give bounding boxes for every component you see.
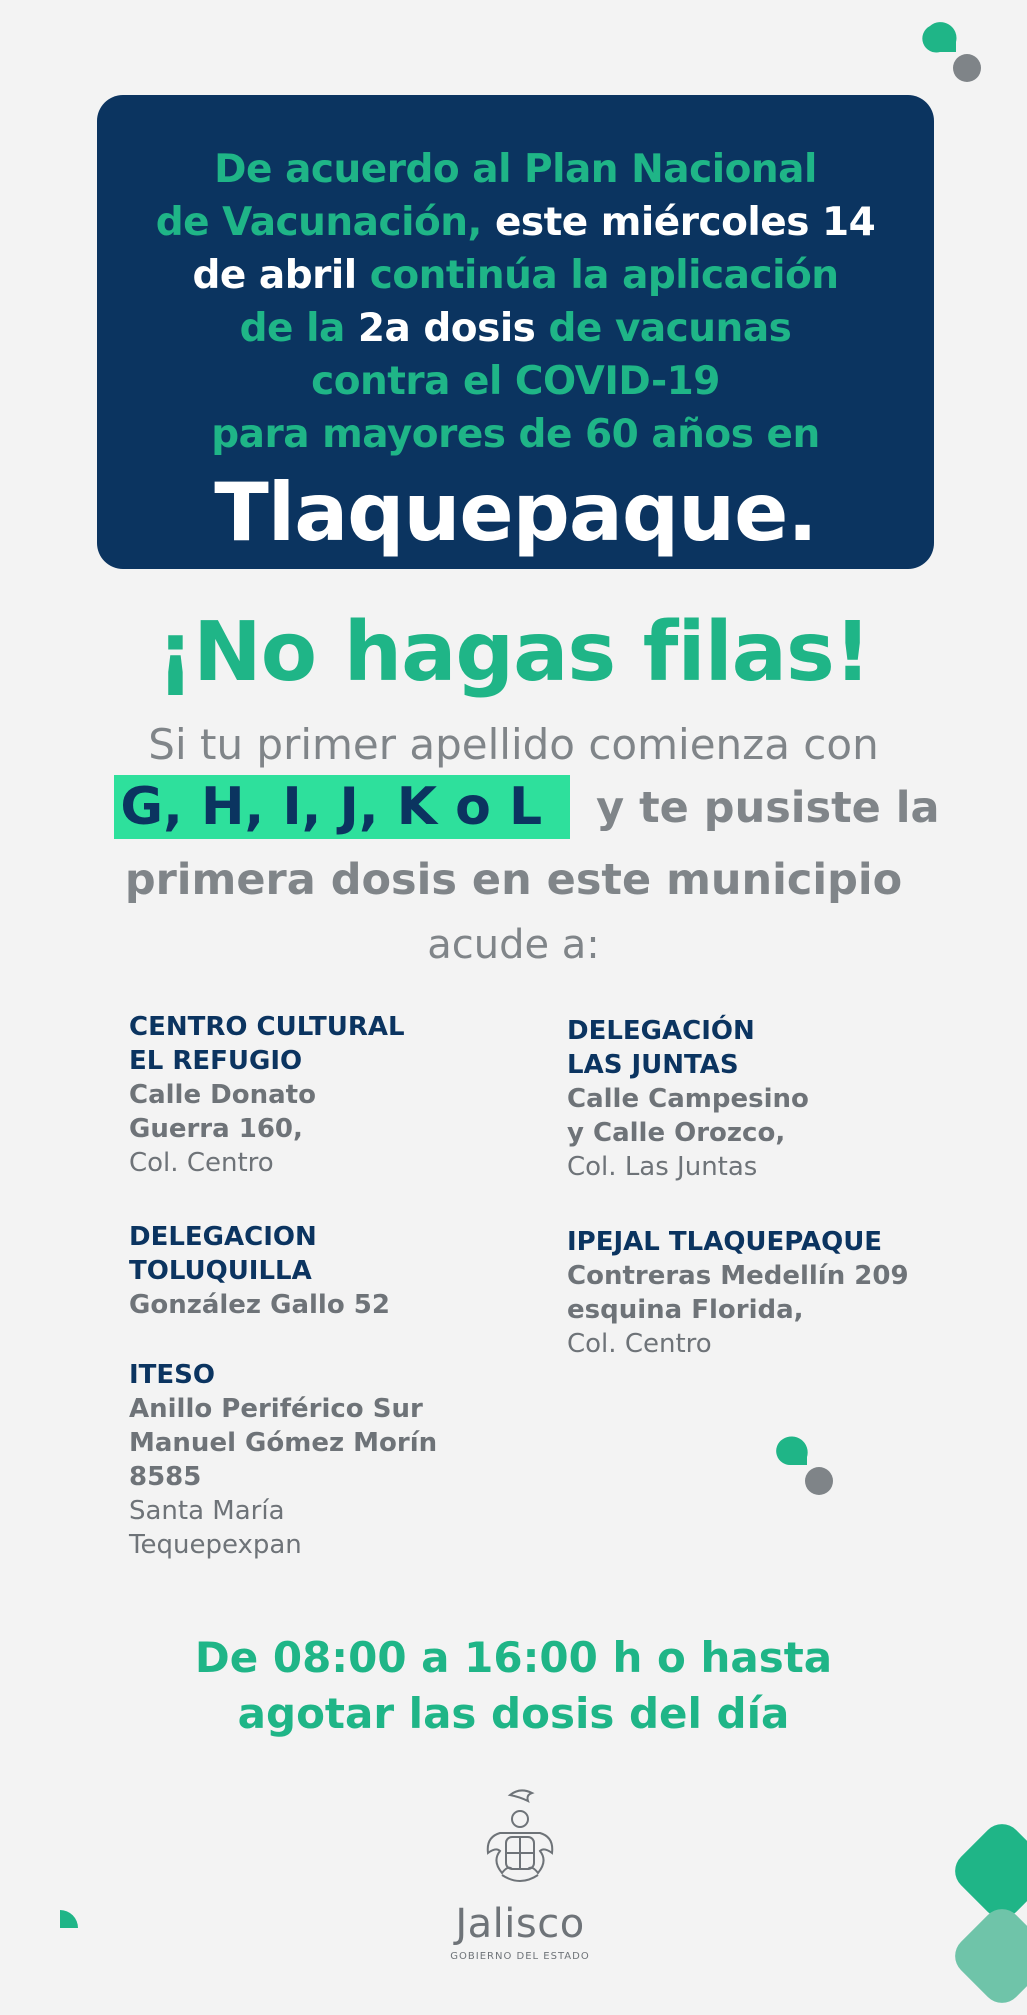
hero-dose-text: 2a dosis bbox=[357, 306, 536, 351]
hero-line-4 bbox=[97, 302, 934, 355]
logo-wordmark: Jalisco bbox=[455, 1901, 585, 1947]
decorative-dots-top bbox=[920, 22, 990, 92]
jalisco-logo bbox=[430, 1785, 610, 1962]
hero-date-text: este miércoles 14 bbox=[494, 200, 876, 245]
site-iteso bbox=[129, 1358, 437, 1562]
site-centro-cultural bbox=[129, 1010, 405, 1180]
headline: ¡No hagas filas! bbox=[156, 605, 871, 700]
site-colony: Col. Centro bbox=[129, 1148, 274, 1178]
site-ipejal bbox=[567, 1225, 909, 1361]
site-colony: Col. Las Juntas bbox=[567, 1152, 758, 1182]
site-address: Calle Donato bbox=[129, 1080, 316, 1110]
hero-line-6: para mayores de 60 años en bbox=[211, 412, 820, 457]
hero-vaccines-text: vacunas bbox=[614, 306, 792, 351]
hours-text bbox=[0, 1630, 1027, 1742]
logo-subtitle: GOBIERNO DEL ESTADO bbox=[450, 1951, 590, 1962]
site-name: LAS JUNTAS bbox=[567, 1050, 739, 1080]
intro-line-1: Si tu primer apellido comienza con bbox=[148, 720, 879, 769]
decorative-leaf-bottom-left bbox=[58, 1908, 82, 1932]
intro-line-2-rest: y te pusiste la bbox=[596, 783, 940, 833]
site-name: ITESO bbox=[129, 1360, 215, 1390]
site-address: Manuel Gómez Morín bbox=[129, 1428, 438, 1458]
decorative-dots-middle bbox=[775, 1435, 845, 1505]
site-address: esquina Florida, bbox=[567, 1295, 804, 1325]
hero-city: Tlaquepaque. bbox=[214, 466, 817, 559]
site-colony: Col. Centro bbox=[567, 1329, 712, 1359]
hero-line-1: De acuerdo al Plan Nacional bbox=[214, 147, 817, 192]
intro-line-4: acude a: bbox=[427, 922, 600, 968]
hours-line-2: agotar las dosis del día bbox=[237, 1689, 790, 1738]
hero-line-5: contra el COVID-19 bbox=[311, 359, 720, 404]
site-name: DELEGACION bbox=[129, 1222, 317, 1252]
site-name: EL REFUGIO bbox=[129, 1046, 303, 1076]
hero-panel bbox=[97, 95, 934, 569]
site-colony: Tequepexpan bbox=[129, 1530, 302, 1560]
intro-line-2 bbox=[107, 775, 947, 839]
site-toluquilla bbox=[129, 1220, 390, 1322]
site-name: CENTRO CULTURAL bbox=[129, 1012, 405, 1042]
site-name: TOLUQUILLA bbox=[129, 1256, 312, 1286]
site-address: 8585 bbox=[129, 1462, 202, 1492]
site-address: Calle Campesino bbox=[567, 1084, 809, 1114]
hero-line-2 bbox=[97, 196, 934, 249]
site-las-juntas bbox=[567, 1014, 809, 1184]
hero-line-4c: de bbox=[535, 306, 615, 351]
site-address: Contreras Medellín 209 bbox=[567, 1261, 909, 1291]
intro-line-3: primera dosis en este municipio bbox=[124, 855, 903, 905]
hero-date-month: de abril bbox=[192, 253, 357, 298]
site-address: Guerra 160, bbox=[129, 1114, 303, 1144]
site-address: Anillo Periférico Sur bbox=[129, 1394, 423, 1424]
site-address: y Calle Orozco, bbox=[567, 1118, 786, 1148]
letters-highlight: G, H, I, J, K o L bbox=[114, 775, 570, 839]
site-name: IPEJAL TLAQUEPAQUE bbox=[567, 1227, 883, 1257]
site-name: DELEGACIÓN bbox=[567, 1016, 755, 1046]
hero-line-4a: de la bbox=[239, 306, 358, 351]
hero-line-3b: continúa la aplicación bbox=[356, 253, 839, 298]
site-address: González Gallo 52 bbox=[129, 1290, 390, 1320]
hero-line-3 bbox=[97, 249, 934, 302]
hero-line-2a: de Vacunación, bbox=[155, 200, 495, 245]
coat-of-arms-icon bbox=[480, 1785, 560, 1895]
hours-line-1: De 08:00 a 16:00 h o hasta bbox=[194, 1633, 833, 1682]
decorative-arrow-shape bbox=[955, 1822, 1027, 2012]
site-colony: Santa María bbox=[129, 1496, 285, 1526]
